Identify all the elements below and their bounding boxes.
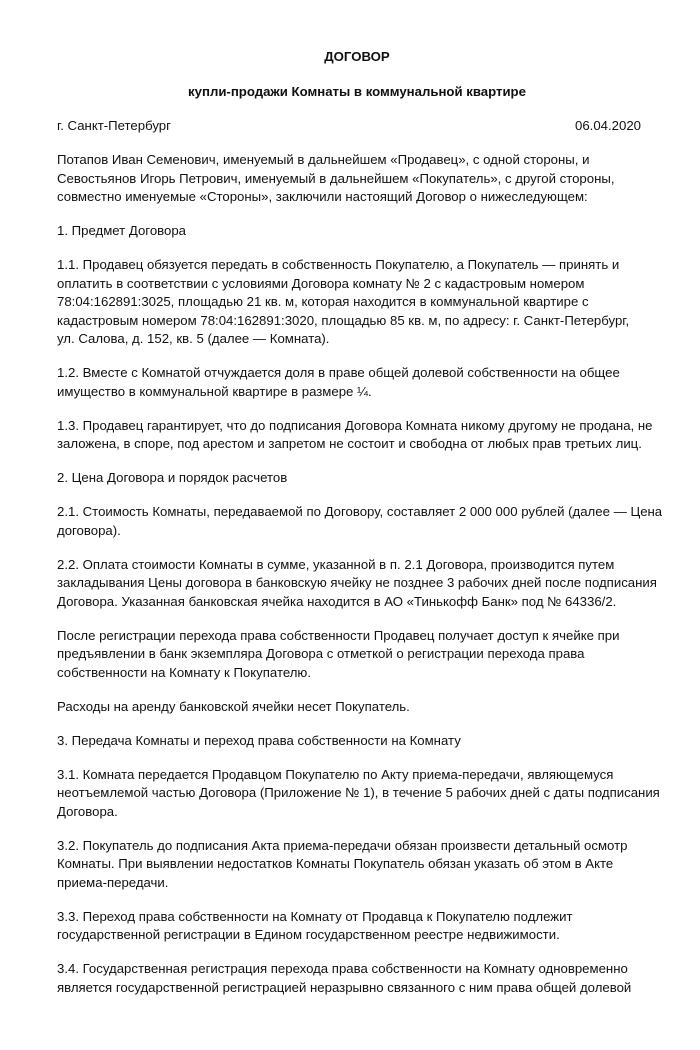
paragraph-line: После регистрации перехода права собственности Продавец получает доступ к ячейке при [57,627,620,643]
paragraph-line: 2.2. Оплата стоимости Комнаты в сумме, указанной в п. 2.1 Договора, производится путем [57,556,615,572]
paragraph [57,908,657,945]
paragraph-line: приема-передачи. [57,874,169,890]
paragraph-line: 1.1. Продавец обязуется передать в собственность Покупателю, а Покупатель — принять и [57,257,620,272]
paragraph [57,627,657,683]
paragraph [57,151,657,207]
paragraph [57,732,657,751]
paragraph-line: является государственной регистрацией неразрывно связанного с ним права общей долевой [57,979,632,995]
city: г. Санкт-Петербург [57,118,171,133]
paragraph-line: совместно именуемые «Стороны», заключили настоящий Договор о нижеследующем: [57,189,588,204]
paragraph-line: Севостьянов Игорь Петрович, именуемый в дальнейшем «Покупатель», с другой стороны, [57,170,615,186]
paragraph-line: кадастровым номером 78:04:162891:3020, площадью 85 кв. м, по адресу: г. Санкт-Петербург, [57,312,630,328]
paragraph-line: 3.1. Комната передается Продавцом Покупателю по Акту приема-передачи, являющемуся [57,766,614,782]
paragraph [57,364,657,401]
paragraph-line: Потапов Иван Семенович, именуемый в дальнейшем «Продавец», с одной стороны, и [57,152,590,167]
place-date-row [57,117,641,136]
paragraph-line: договора). [57,522,121,538]
paragraph [57,256,657,349]
paragraph-line: предъявлении в банк экземпляра Договора с отметкой о регистрации перехода права [57,646,585,661]
paragraph-line: 2. Цена Договора и порядок расчетов [57,470,288,485]
paragraph-line: 2.1. Стоимость Комнаты, передаваемой по Договору, составляет 2 000 000 рублей (далее — Цена [57,504,663,519]
paragraph-line: государственной регистрации в Едином государственном реестре недвижимости. [57,927,560,942]
paragraph [57,222,657,241]
paragraph-line: Договора. [57,803,118,819]
paragraph [57,469,657,488]
paragraph-line: имущество в коммунальной квартире в размере ¼. [57,383,372,399]
paragraph-line: 3. Передача Комнаты и переход права собственности на Комнату [57,732,461,748]
document-title: ДОГОВОР [324,49,390,64]
paragraph [57,837,657,893]
paragraph-line: ул. Салова, д. 152, кв. 5 (далее — Комната). [57,331,330,346]
paragraph-line: оплатить в соответствии с условиями Договора комнату № 2 с кадастровым номером [57,275,585,291]
paragraph-line: 1.2. Вместе с Комнатой отчуждается доля в праве общей долевой собственности на общее [57,365,620,380]
paragraph [57,698,657,717]
paragraph-line: Договора. Указанная банковская ячейка находится в АО «Тинькофф Банк» под № 64336/2. [57,593,617,609]
paragraph [57,766,660,822]
paragraph-line: 3.4. Государственная регистрация перехода права собственности на Комнату одновременно [57,961,628,976]
paragraph-line: заложена, в споре, под арестом и запретом не состоит и свободна от любых прав третьих лиц. [57,436,642,451]
paragraph [57,960,657,997]
paragraph-line: неотъемлемой частью Договора (Приложение № 1), в течение 5 рабочих дней с даты подписания [57,785,660,800]
paragraph [57,556,657,612]
paragraph [57,503,663,540]
paragraph-line: собственности на Комнату к Покупателю. [57,664,311,680]
paragraph-line: Расходы на аренду банковской ячейки несет Покупатель. [57,698,410,714]
paragraph-line: 78:04:162891:3025, площадью 21 кв. м, которая находится в коммунальной квартире с [57,294,589,309]
paragraph [57,417,657,454]
paragraph-line: закладывания Цены договора в банковскую ячейку не позднее 3 рабочих дней после подписания [57,575,657,590]
document-subtitle: купли-продажи Комнаты в коммунальной квартире [188,84,526,99]
paragraph-line: 3.2. Покупатель до подписания Акта приема-передачи обязан произвести детальный осмотр [57,837,628,853]
paragraph-line: Комнаты. При выявлении недостатков Комнаты Покупатель обязан указать об этом в Акте [57,856,614,871]
paragraph-line: 1.3. Продавец гарантирует, что до подписания Договора Комната никому другому не продана, не [57,417,653,433]
paragraph-line: 3.3. Переход права собственности на Комнату от Продавца к Покупателю подлежит [57,908,573,924]
date: 06.04.2020 [574,118,641,133]
document-body [57,151,663,1013]
paragraph-line: 1. Предмет Договора [57,223,187,238]
